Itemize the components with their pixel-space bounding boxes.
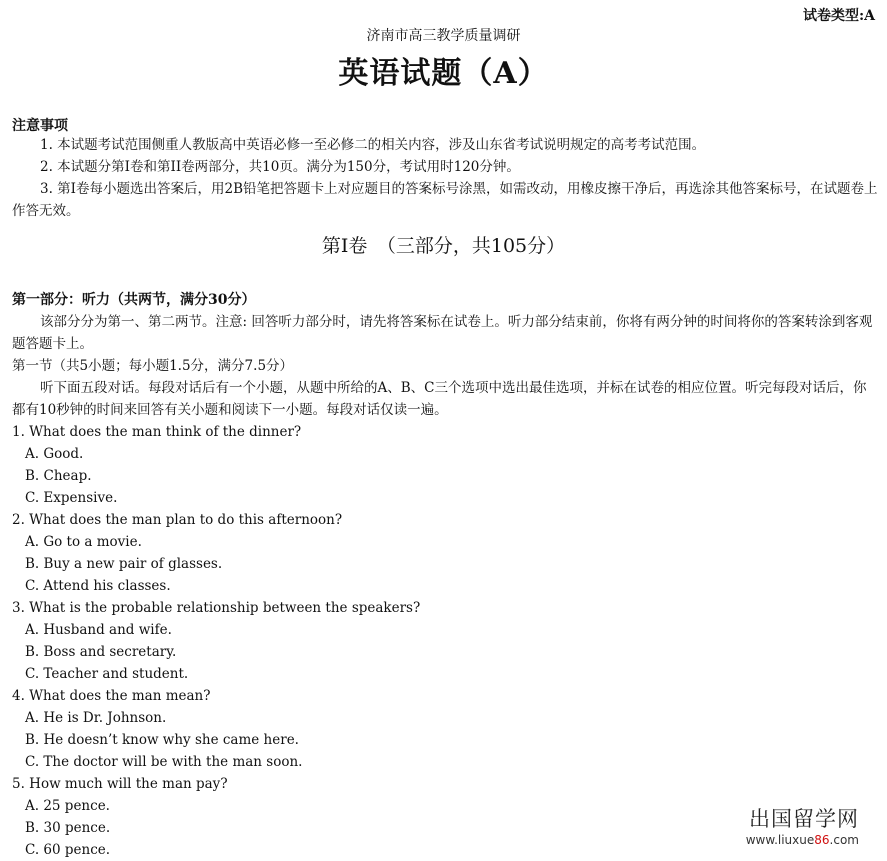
question-2-option-c: C. Attend his classes.: [25, 578, 171, 594]
question-3-option-a: A. Husband and wife.: [25, 622, 172, 638]
watermark-url-prefix: www.liuxue: [745, 833, 815, 847]
question-2-option-b: B. Buy a new pair of glasses.: [25, 556, 223, 572]
question-1: 1. What does the man think of the dinner?: [12, 424, 302, 440]
part-one-heading: 第一部分：听力（共两节，满分30分）: [12, 292, 256, 308]
notes-item-2: 2. 本试题分第I卷和第II卷两部分，共10页。满分为150分，考试用时120分钟。: [40, 159, 520, 175]
watermark-url-suffix: .com: [829, 833, 859, 847]
exam-subtitle: 济南市高三教学质量调研: [366, 28, 521, 44]
part-one-intro: 该部分分为第一、第二两节。注意: 回答听力部分时，请先将答案标在试卷上。听力部分结束前，你将有两分钟的时间将你的答案转涂到客观题答题卡上。: [12, 314, 873, 352]
question-5-option-b: B. 30 pence.: [25, 820, 111, 836]
question-5-option-a: A. 25 pence.: [25, 798, 110, 814]
watermark-name: 出国留学网: [749, 807, 859, 831]
section-title: 第I卷 （三部分，共105分）: [321, 235, 566, 257]
site-watermark: [746, 803, 859, 847]
question-3-option-b: B. Boss and secretary.: [25, 644, 177, 660]
exam-type-label: 试卷类型:A: [802, 8, 875, 24]
question-2-option-a: A. Go to a movie.: [25, 534, 142, 550]
watermark-url-number: 86: [814, 833, 830, 847]
question-5: 5. How much will the man pay?: [12, 776, 228, 792]
notes-heading: 注意事项: [12, 118, 68, 134]
question-1-option-a: A. Good.: [25, 446, 84, 462]
question-1-option-c: C. Expensive.: [25, 490, 118, 506]
question-2: 2. What does the man plan to do this afternoon?: [12, 512, 343, 528]
section-one-heading: 第一节（共5小题；每小题1.5分，满分7.5分）: [12, 358, 294, 374]
notes-item-1: 1. 本试题考试范围侧重人教版高中英语必修一至必修二的相关内容，涉及山东省考试说明规定的高考考试范围。: [40, 137, 706, 153]
notes-item-3: 3. 第I卷每小题选出答案后，用2B铅笔把答题卡上对应题目的答案标号涂黑，如需改动，用橡皮擦干净后，再选涂其他答案标号，在试题卷上作答无效。: [12, 181, 878, 219]
question-5-option-c: C. 60 pence.: [25, 842, 111, 858]
question-3-option-c: C. Teacher and student.: [25, 666, 189, 682]
page-title: 英语试题（A）: [338, 56, 549, 91]
watermark-url: [746, 833, 859, 847]
question-4-option-c: C. The doctor will be with the man soon.: [25, 754, 303, 770]
section-one-instructions: 听下面五段对话。每段对话后有一个小题，从题中所给的A、B、C三个选项中选出最佳选项，并标在试卷的相应位置。听完每段对话后，你都有10秒钟的时间来回答有关小题和阅读下一小题。每段对话仅读一遍。: [12, 380, 867, 418]
question-1-option-b: B. Cheap.: [25, 468, 92, 484]
question-3: 3. What is the probable relationship between the speakers?: [12, 600, 421, 616]
question-4: 4. What does the man mean?: [12, 688, 211, 704]
question-4-option-b: B. He doesn’t know why she came here.: [25, 732, 299, 748]
question-4-option-a: A. He is Dr. Johnson.: [25, 710, 167, 726]
